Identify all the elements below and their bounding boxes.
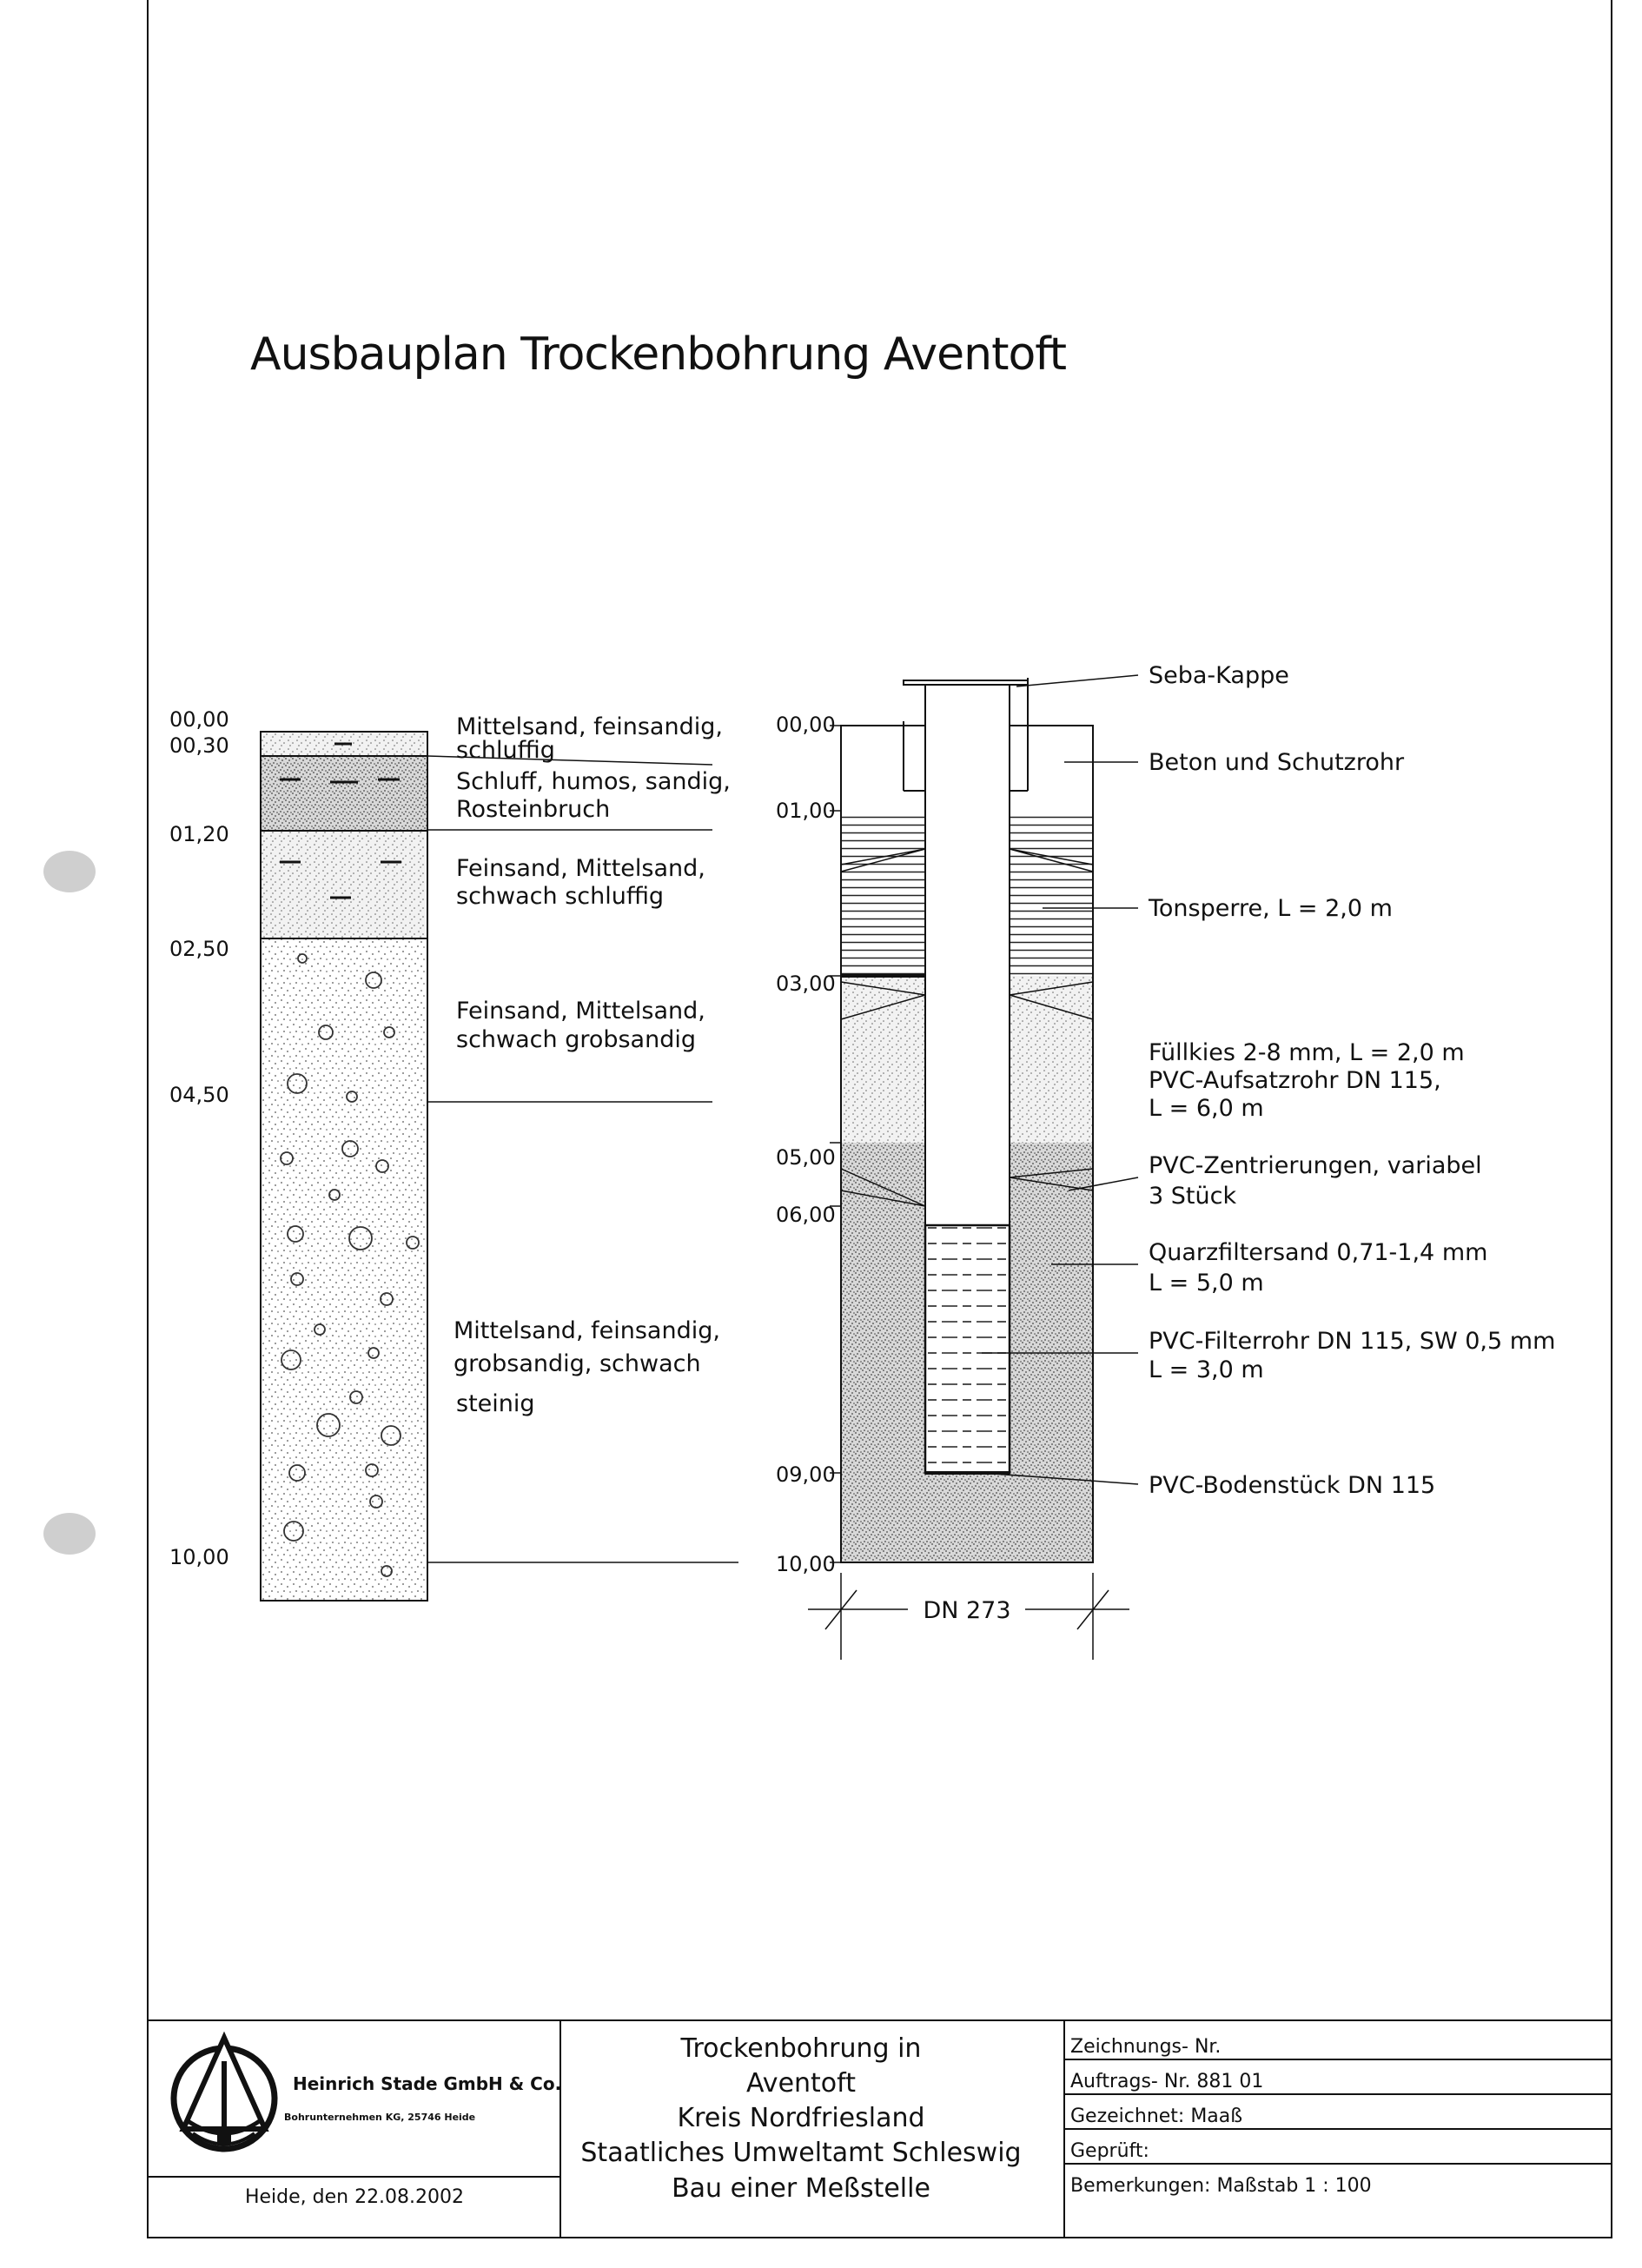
annotation: Füllkies 2-8 mm, L = 2,0 m (1149, 1039, 1465, 1066)
layer-description: grobsandig, schwach (454, 1350, 701, 1377)
layer-description: Mittelsand, feinsandig, (456, 713, 723, 740)
annotation: PVC-Aufsatzrohr DN 115, (1149, 1067, 1441, 1094)
depth-label: 00,00 (169, 707, 229, 732)
annotation: 3 Stück (1149, 1183, 1237, 1210)
layer-description: Feinsand, Mittelsand, (456, 998, 705, 1025)
layer-feinsand-grob (261, 938, 427, 1601)
depth-label: 01,00 (776, 799, 836, 823)
title-block (148, 2020, 1612, 2238)
project-line: Bau einer Meßstelle (672, 2173, 930, 2204)
field-order-no: Auftrags- Nr. 881 01 (1070, 2071, 1264, 2092)
soil-profile (169, 707, 738, 1601)
punch-hole (43, 1513, 96, 1555)
field-remarks: Bemerkungen: Maßstab 1 : 100 (1070, 2175, 1372, 2197)
project-line: Trockenbohrung in (680, 2033, 922, 2064)
layer-description: Mittelsand, feinsandig, (454, 1317, 720, 1344)
page-title: Ausbauplan Trockenbohrung Aventoft (250, 328, 1067, 381)
punch-hole (43, 851, 96, 892)
annotation: Quarzfiltersand 0,71-1,4 mm (1149, 1239, 1488, 1266)
project-line: Staatliches Umweltamt Schleswig (580, 2138, 1022, 2168)
field-checked: Geprüft: (1070, 2140, 1149, 2162)
depth-label: 00,00 (776, 713, 836, 737)
filter-pipe (925, 1225, 1010, 1473)
layer-description: steinig (456, 1390, 535, 1417)
depth-label: 06,00 (776, 1203, 836, 1227)
annotation: Tonsperre, L = 2,0 m (1149, 895, 1393, 922)
annotation: PVC-Zentrierungen, variabel (1149, 1152, 1482, 1179)
layer-schluff (261, 756, 427, 831)
annotation: Beton und Schutzrohr (1149, 749, 1405, 776)
depth-label: 02,50 (169, 937, 229, 961)
layer-description: schwach schluffig (456, 883, 665, 910)
place-date: Heide, den 22.08.2002 (244, 2186, 465, 2208)
company-name: Heinrich Stade GmbH & Co. (293, 2073, 562, 2094)
layer-description: Schluff, humos, sandig, (456, 768, 731, 795)
well-diagram (776, 662, 1555, 1660)
depth-label: 04,50 (169, 1083, 229, 1107)
annotation: PVC-Bodenstück DN 115 (1149, 1472, 1436, 1499)
depth-label: 09,00 (776, 1462, 836, 1487)
company-subtitle: Bohrunternehmen KG, 25746 Heide (284, 2112, 476, 2123)
project-line: Aventoft (746, 2068, 856, 2099)
company-logo (174, 2038, 275, 2149)
seba-cap (904, 680, 1028, 685)
layer-description: Rosteinbruch (456, 796, 611, 823)
depth-label: 00,30 (169, 733, 229, 758)
layer-feinsand (261, 831, 427, 938)
layer-description: schluffig (456, 737, 555, 764)
layer-description: schwach grobsandig (456, 1026, 696, 1053)
annotation: Seba-Kappe (1149, 662, 1289, 689)
field-drawing-no: Zeichnungs- Nr. (1070, 2036, 1222, 2058)
annotation: L = 5,0 m (1149, 1270, 1264, 1296)
diameter-label: DN 273 (923, 1597, 1011, 1624)
project-line: Kreis Nordfriesland (677, 2103, 925, 2133)
annotation: PVC-Filterrohr DN 115, SW 0,5 mm (1149, 1328, 1556, 1355)
depth-label: 10,00 (169, 1545, 229, 1569)
layer-description: Feinsand, Mittelsand, (456, 855, 705, 882)
riser-pipe (925, 682, 1010, 1225)
field-drawn-by: Gezeichnet: Maaß (1070, 2106, 1243, 2127)
depth-label: 05,00 (776, 1145, 836, 1170)
annotation: L = 3,0 m (1149, 1356, 1264, 1383)
annotation: L = 6,0 m (1149, 1095, 1264, 1122)
depth-label: 03,00 (776, 972, 836, 996)
depth-label: 01,20 (169, 822, 229, 846)
depth-label: 10,00 (776, 1552, 836, 1576)
